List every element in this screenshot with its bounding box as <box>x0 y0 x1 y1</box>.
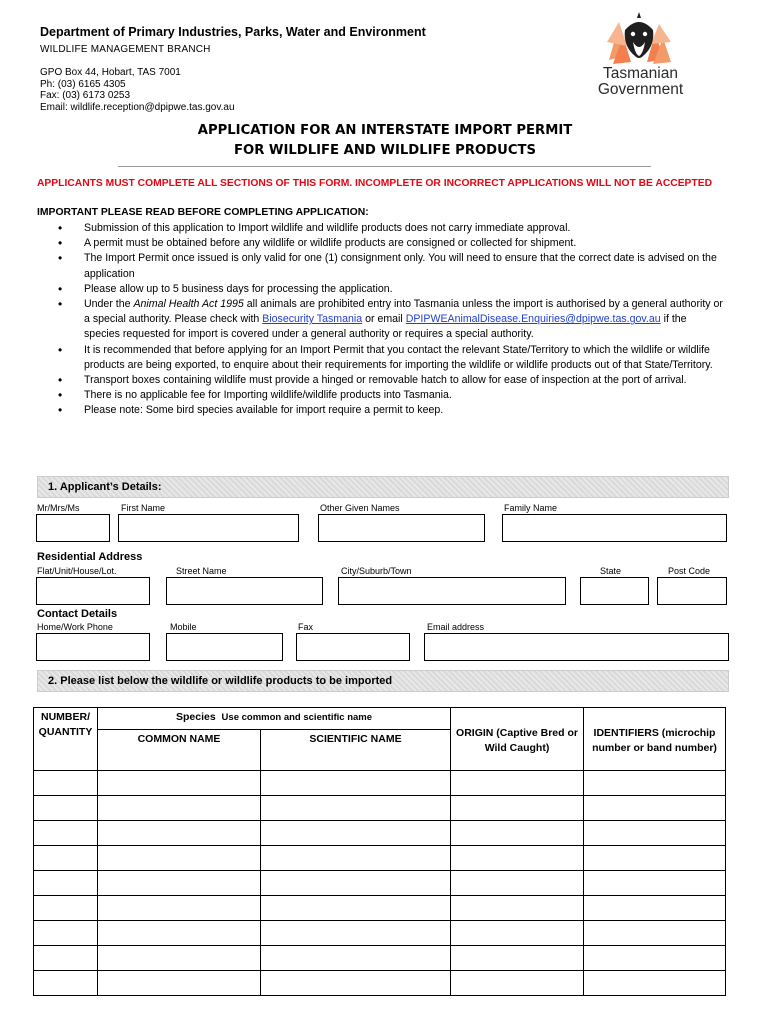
fax-label: Fax <box>298 622 314 632</box>
common-name-header: COMMON NAME <box>98 730 261 771</box>
number-quantity-header: NUMBER/ QUANTITY <box>34 708 98 771</box>
list-item: • The Import Permit once issued is only valid for one (1) consignment only. You will need to ensure that the correct date is advised on the application <box>58 251 723 281</box>
wildlife-table <box>33 707 726 996</box>
table-row <box>34 821 726 846</box>
table-row <box>34 796 726 821</box>
government-logo-text: Tasmanian Government <box>597 65 684 98</box>
postal-address: GPO Box 44, Hobart, TAS 7001 <box>40 67 181 78</box>
list-item: • Under the Animal Health Act 1995 all animals are prohibited entry into Tasmania unless the import is authorised by a general authority or a special authority. Please check with Biosecurity Tasmania or email DPIPWEAnimalDisease.Enquiries@dpipwe.tas.gov.au if the species requested for import is covered under a general authority or requires a special authority. <box>58 297 723 343</box>
phone-number: Ph: (03) 6165 4305 <box>40 78 126 90</box>
list-item: • It is recommended that before applying for an Import Permit that you contact the relevant State/Territory to which the wildlife or wildlife products are being exported, to enquire about their requirements for importing the wildlife or wildlife products out of that State/Territory. <box>58 343 723 373</box>
table-row <box>34 971 726 996</box>
important-heading: IMPORTANT PLEASE READ BEFORE COMPLETING APPLICATION: <box>37 207 369 218</box>
home-phone-label: Home/Work Phone <box>37 622 113 632</box>
biosecurity-link[interactable]: Biosecurity Tasmania <box>262 313 363 326</box>
first-name-field[interactable] <box>118 514 299 542</box>
list-item: • There is no applicable fee for Importing wildlife/wildlife products into Tasmania. <box>58 388 723 403</box>
flat-label: Flat/Unit/House/Lot. <box>37 566 117 576</box>
table-row <box>34 896 726 921</box>
title-field[interactable] <box>36 514 110 542</box>
list-item: • Submission of this application to Import wildlife and wildlife products does not carry immediate approval. <box>58 221 723 236</box>
title-label: Mr/Mrs/Ms <box>37 503 80 513</box>
contact-block <box>40 67 235 113</box>
state-field[interactable] <box>580 577 649 605</box>
city-label: City/Suburb/Town <box>341 566 412 576</box>
scientific-name-header: SCIENTIFIC NAME <box>261 730 451 771</box>
section-2-header: 2. Please list below the wildlife or wildlife products to be imported <box>37 670 729 692</box>
fax-number: Fax: (03) 6173 0253 <box>40 90 131 101</box>
branch-name: WILDLIFE MANAGEMENT BRANCH <box>40 44 211 55</box>
list-item: • Transport boxes containing wildlife must provide a hinged or removable hatch to allow for ease of inspection at the port of arrival. <box>58 373 723 388</box>
home-phone-field[interactable] <box>36 633 150 661</box>
list-item: • A permit must be obtained before any wildlife or wildlife products are consigned or collected for shipment. <box>58 236 723 251</box>
table-row <box>34 846 726 871</box>
mobile-field[interactable] <box>166 633 283 661</box>
fax-field[interactable] <box>296 633 410 661</box>
table-row <box>34 946 726 971</box>
table-row <box>34 771 726 796</box>
list-item: • Please allow up to 5 business days for processing the application. <box>58 282 723 297</box>
species-header: Species Use common and scientific name <box>98 708 451 730</box>
mobile-label: Mobile <box>170 622 197 632</box>
completion-warning: APPLICANTS MUST COMPLETE ALL SECTIONS OF THIS FORM. INCOMPLETE OR INCORRECT APPLICATIONS WILL NOT BE ACCEPTED <box>37 178 713 189</box>
email-label: Email address <box>427 622 485 632</box>
tasmanian-devil-logo-icon <box>603 12 675 67</box>
postcode-label: Post Code <box>668 566 711 576</box>
list-item: • Please note: Some bird species available for import require a permit to keep. <box>58 403 723 418</box>
identifiers-header: IDENTIFIERS (microchip number or band number) <box>584 708 726 771</box>
residential-address-heading: Residential Address <box>37 551 143 563</box>
animal-disease-email-link[interactable]: DPIPWEAnimalDisease.Enquiries@dpipwe.tas.gov.au <box>405 313 661 326</box>
family-name-field[interactable] <box>502 514 727 542</box>
other-names-field[interactable] <box>318 514 485 542</box>
street-field[interactable] <box>166 577 323 605</box>
contact-details-heading: Contact Details <box>37 608 118 620</box>
state-label: State <box>600 566 622 576</box>
origin-header: ORIGIN (Captive Bred or Wild Caught) <box>451 708 584 771</box>
table-row <box>34 921 726 946</box>
family-name-label: Family Name <box>504 503 558 513</box>
street-label: Street Name <box>176 566 227 576</box>
department-name: Department of Primary Industries, Parks, Water and Environment <box>40 25 426 39</box>
first-name-label: First Name <box>121 503 166 513</box>
email-field[interactable] <box>424 633 729 661</box>
title-divider <box>118 166 651 167</box>
form-title: APPLICATION FOR AN INTERSTATE IMPORT PERMIT FOR WILDLIFE AND WILDLIFE PRODUCTS <box>197 123 573 158</box>
email-address: Email: wildlife.reception@dpipwe.tas.gov.au <box>40 101 235 113</box>
postcode-field[interactable] <box>657 577 727 605</box>
important-list <box>58 221 723 419</box>
table-row <box>34 871 726 896</box>
flat-field[interactable] <box>36 577 150 605</box>
section-1-header: 1. Applicant’s Details: <box>37 476 729 498</box>
city-field[interactable] <box>338 577 566 605</box>
other-names-label: Other Given Names <box>320 503 400 513</box>
